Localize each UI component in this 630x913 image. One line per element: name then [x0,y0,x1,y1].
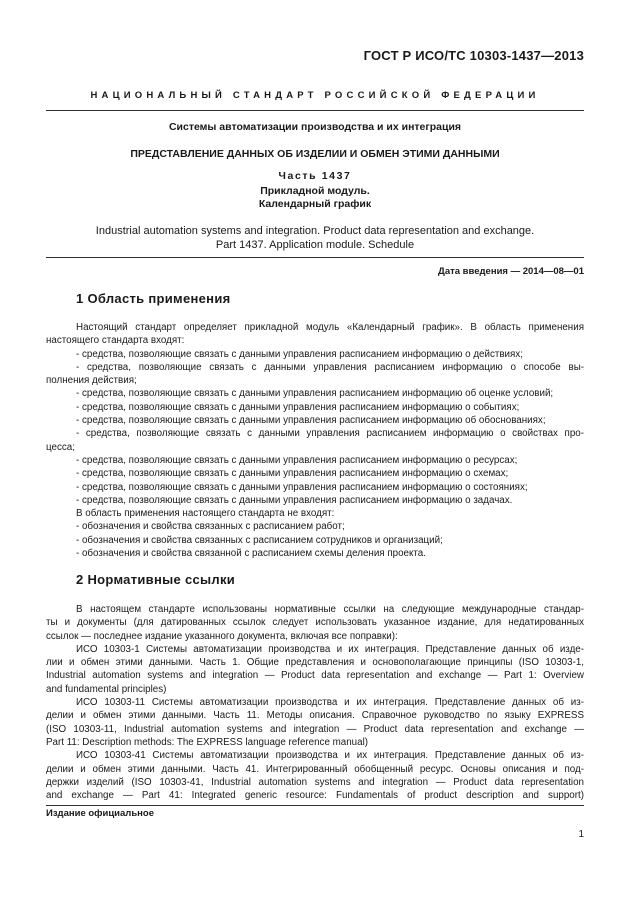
part-number: Часть 1437 [278,170,352,182]
module-title-line-2: Календарный график [258,197,372,210]
section-1-body [46,321,584,560]
text-line: настоящего стандарта входят: [46,335,185,347]
text-line: ИСО 10303-41 Системы автоматизации производства и их интеграция. Представление данных об из- [76,750,584,762]
effective-date: Дата введения — 2014—08—01 [438,266,584,277]
english-title-line-2: Part 1437. Application module. Schedule [215,239,415,251]
section-2-body [46,603,584,802]
page-number: 1 [578,829,584,840]
text-line: (ISO 10303-11, Industrial automation systems and integration — Product data representation and exchange — [46,723,584,735]
text-line: ссылок — последнее издание указанного документа, включая все поправки): [46,630,398,642]
text-line: and exchange — Part 41: Integrated generic resource: Fundamentals of product description and support) [46,790,584,802]
text-line: ты и документы (для датированных ссылок следует использовать указанное издание, для недатированных [46,617,584,629]
text-line: ИСО 10303-1 Системы автоматизации производства и их интеграция. Представление данных об изде- [76,643,584,655]
text-line: - обозначения и свойства связанных с расписанием сотрудников и организаций; [76,534,443,546]
text-line: лии и обмен этими данными. Часть 1. Общие представления и основополагающие принципы (ISO 10303-1, [46,657,584,669]
text-line: - средства, позволяющие связать с данными управления расписанием информацию об обоснованиях; [76,415,546,427]
text-line: - средства, позволяющие связать с данными управления расписанием информацию о состояниях; [76,481,528,493]
document-subtitle: Системы автоматизации производства и их интеграция [168,121,462,133]
text-line: держки изделий (ISO 10303-41, Industrial automation systems and integration — Product data representation [46,776,584,788]
english-title [46,224,584,252]
section-1-heading: 1 Область применения [76,291,231,306]
header-divider [46,110,584,111]
text-line: Part 11: Description methods: The EXPRESS language reference manual) [46,736,369,748]
official-edition-label: Издание официальное [46,808,154,819]
text-line: цесса; [46,441,75,453]
text-line: - средства, позволяющие связать с данными управления расписанием информацию о действиях; [76,348,523,360]
standard-code: ГОСТ Р ИСО/ТС 10303-1437—2013 [363,48,584,63]
footer-divider [46,805,584,806]
text-line: - обозначения и свойства связанной с расписанием схемы деления проекта. [76,548,426,560]
text-line: - средства, позволяющие связать с данными управления расписанием информацию о схемах; [76,468,509,480]
module-title-line-1: Прикладной модуль. [260,185,370,197]
text-line: полнения действия; [46,375,137,387]
section-2-heading: 2 Нормативные ссылки [76,572,236,587]
document-title: ПРЕДСТАВЛЕНИЕ ДАННЫХ ОБ ИЗДЕЛИИ И ОБМЕН ЭТИМИ ДАННЫМИ [130,148,500,160]
text-line: делии и обмен этими данными. Часть 41. Интегрированный обобщенный ресурс. Основы описания и под- [46,763,584,775]
module-title [46,185,584,210]
text-line: ИСО 10303-11 Системы автоматизации производства и их интеграция. Представление данных об из- [76,697,584,709]
text-line: делии и обмен этими данными. Часть 11. Методы описания. Справочное руководство по языку EXPRESS [46,710,584,722]
english-title-line-1: Industrial automation systems and integration. Product data representation and exchange. [95,225,535,237]
text-line: Industrial automation systems and integration — Product data representation and exchange — Part 1: Overview [46,670,584,682]
text-line: - средства, позволяющие связать с данными управления расписанием информацию об оценке условий; [76,388,554,400]
text-line: - средства, позволяющие связать с данными управления расписанием информацию о способе вы- [76,361,584,373]
title-divider [46,257,584,258]
text-line: В область применения настоящего стандарта не входят: [76,508,335,520]
text-line: - средства, позволяющие связать с данными управления расписанием информацию о свойствах про- [76,428,584,440]
text-line: and fundamental principles) [46,683,167,695]
text-line: - средства, позволяющие связать с данными управления расписанием информацию о задачах. [76,494,513,506]
text-line: Настоящий стандарт определяет прикладной модуль «Календарный график». В область применения [76,322,584,333]
national-standard-banner: НАЦИОНАЛЬНЫЙ СТАНДАРТ РОССИЙСКОЙ ФЕДЕРАЦИИ [90,90,540,101]
text-line: - обозначения и свойства связанных с расписанием работ; [76,521,345,533]
text-line: - средства, позволяющие связать с данными управления расписанием информацию о событиях; [76,401,520,413]
text-line: - средства, позволяющие связать с данными управления расписанием информацию о ресурсах; [76,454,518,466]
text-line: В настоящем стандарте использованы нормативные ссылки на следующие международные стандар- [76,604,584,615]
